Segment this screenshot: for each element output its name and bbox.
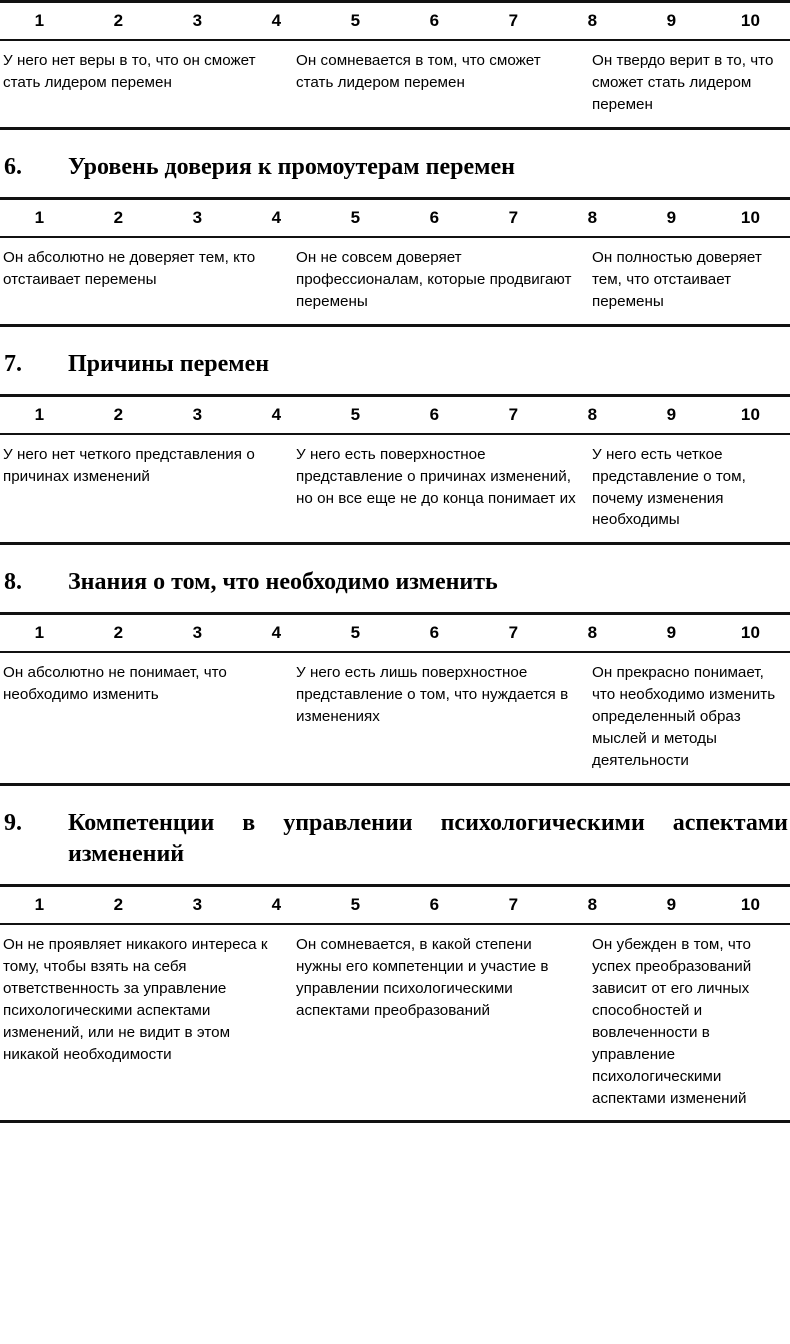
section-title: Причины перемен (68, 350, 270, 377)
scale-tick: 8 (587, 207, 598, 227)
section-heading-8 (0, 545, 790, 612)
scale-tick: 8 (587, 895, 598, 915)
scale-tick: 8 (587, 623, 598, 643)
section-7 (0, 327, 790, 546)
section-heading-9 (0, 786, 790, 884)
descriptor-mid: Он сомневается, в какой степени нужны его компетенции и участие в управлении психологическими аспектами преобразований (296, 936, 549, 1019)
descriptor-mid: Он сомневается в том, что сможет стать лидером перемен (296, 52, 541, 91)
scale-tick: 8 (587, 11, 598, 30)
section-title: Знания о том, что необходимо изменить (68, 569, 498, 596)
scale-tick: 9 (666, 895, 677, 915)
scale-tick: 3 (192, 11, 203, 30)
scale-row-6 (0, 200, 790, 236)
section-number: 9. (4, 809, 22, 836)
descriptor-row-0 (0, 41, 790, 127)
descriptor-row-7 (0, 435, 790, 543)
scale-tick: 5 (350, 207, 361, 227)
scale-tick: 5 (350, 404, 361, 424)
scale-tick: 7 (508, 11, 519, 30)
scale-tick: 3 (192, 207, 203, 227)
descriptor-low: Он не проявляет никакого интереса к тому, чтобы взять на себя ответственность за управление психологическими аспектами изменений, или не видит в этом никакой необходимости (3, 936, 268, 1063)
section-6 (0, 130, 790, 327)
scale-tick: 4 (271, 404, 282, 424)
scale-tick: 5 (350, 11, 361, 30)
section-heading-7 (0, 327, 790, 394)
descriptor-high: Он прекрасно понимает, что необходимо изменить определенный образ мыслей и методы деятельности (592, 664, 776, 770)
scale-row-9 (0, 887, 790, 923)
descriptor-high: Он полностью доверяет тем, что отстаивает перемены (592, 248, 762, 310)
scale-tick: 9 (666, 207, 677, 227)
scale-tick: 2 (113, 895, 124, 915)
scale-tick: 1 (34, 404, 45, 424)
descriptor-row-9 (0, 925, 790, 1120)
descriptor-row-8 (0, 653, 790, 782)
scale-tick: 10 (740, 11, 761, 30)
scale-row-8 (0, 615, 790, 651)
scale-tick: 7 (508, 895, 519, 915)
descriptor-mid: Он не совсем доверяет профессионалам, которые продвигают перемены (296, 248, 572, 310)
descriptor-low: У него нет четкого представления о причинах изменений (3, 445, 255, 485)
scale-tick: 3 (192, 623, 203, 643)
descriptor-row-6 (0, 238, 790, 324)
section-title: Уровень доверия к промоутерам перемен (68, 153, 515, 180)
section-9 (0, 786, 790, 1124)
scale-tick: 2 (113, 404, 124, 424)
section-number: 7. (4, 350, 22, 377)
scale-tick: 7 (508, 404, 519, 424)
descriptor-mid: У него есть поверхностное представление о причинах изменений, но он все еще не до конца понимает их (296, 445, 576, 507)
descriptor-high: У него есть четкое представление о том, почему изменения необходимы (592, 445, 746, 529)
scale-tick: 4 (271, 895, 282, 915)
scale-tick: 1 (34, 623, 45, 643)
descriptor-low: Он абсолютно не понимает, что необходимо изменить (3, 664, 227, 704)
scale-tick: 10 (740, 623, 761, 643)
scale-tick: 9 (666, 623, 677, 643)
scale-tick: 8 (587, 404, 598, 424)
scale-tick: 7 (508, 207, 519, 227)
scale-tick: 2 (113, 11, 124, 30)
scale-tick: 1 (34, 11, 45, 30)
scale-tick: 5 (350, 623, 361, 643)
scale-tick: 2 (113, 623, 124, 643)
scale-tick: 4 (271, 207, 282, 227)
scale-block-0 (0, 0, 790, 130)
scale-tick: 4 (271, 11, 282, 30)
scale-tick: 6 (429, 623, 440, 643)
section-heading-6 (0, 130, 790, 197)
scale-tick: 6 (429, 207, 440, 227)
scale-tick: 10 (740, 207, 761, 227)
scale-tick: 5 (350, 895, 361, 915)
scale-tick: 7 (508, 623, 519, 643)
scale-tick: 1 (34, 207, 45, 227)
section-8 (0, 545, 790, 786)
rule-bottom-9 (0, 1120, 790, 1123)
scale-tick: 3 (192, 895, 203, 915)
section-number: 8. (4, 569, 22, 596)
scale-tick: 10 (740, 404, 761, 424)
scale-tick: 1 (34, 895, 45, 915)
scale-tick: 9 (666, 404, 677, 424)
descriptor-high: Он твердо верит в то, что сможет стать лидером перемен (592, 52, 774, 113)
section-number: 6. (4, 153, 22, 180)
scale-row-0 (0, 3, 790, 39)
scale-tick: 4 (271, 623, 282, 643)
descriptor-mid: У него есть лишь поверхностное представление о том, что нуждается в изменениях (296, 664, 569, 726)
scale-tick: 10 (740, 895, 761, 915)
scale-tick: 6 (429, 404, 440, 424)
scale-tick: 6 (429, 11, 440, 30)
descriptor-low: У него нет веры в то, что он сможет стать лидером перемен (3, 52, 256, 91)
descriptor-low: Он абсолютно не доверяет тем, кто отстаивает перемены (3, 248, 256, 288)
section-title: Компетенции в управлении психологическими аспектами изменений (68, 809, 788, 868)
scale-tick: 2 (113, 207, 124, 227)
scale-tick: 3 (192, 404, 203, 424)
descriptor-high: Он убежден в том, что успех преобразований зависит от его личных способностей и вовлеченности в управление психологическими аспектами изменений (592, 936, 752, 1107)
scale-tick: 9 (666, 11, 677, 30)
scale-row-7 (0, 397, 790, 433)
scale-tick: 6 (429, 895, 440, 915)
